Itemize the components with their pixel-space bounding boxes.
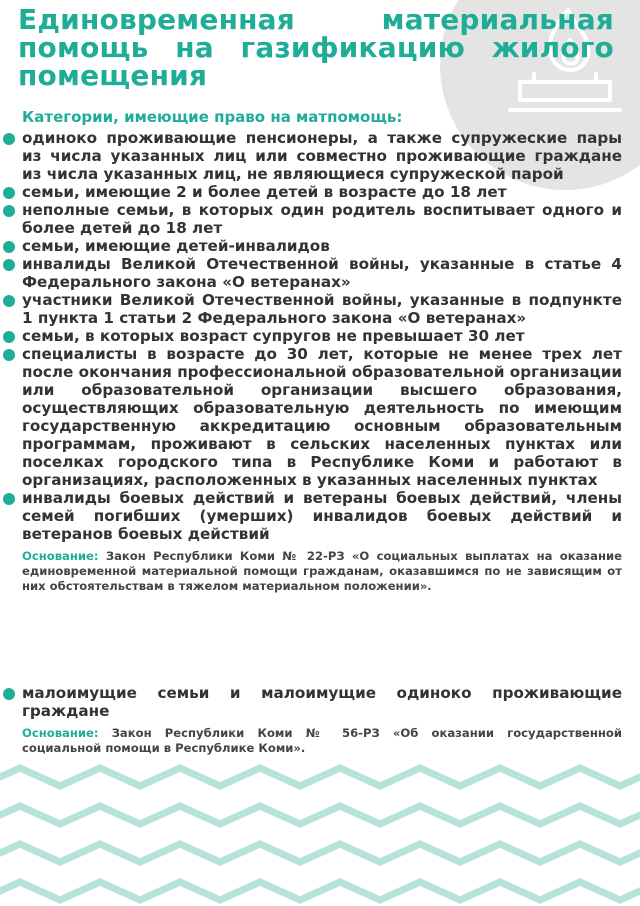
list-item: [22, 345, 622, 489]
category-text: инвалиды боевых действий и ветераны боевых действий, члены семей погибших (умерших) инвалидов боевых действий и ветеранов боевых действий: [22, 489, 622, 543]
category-text: специалисты в возрасте до 30 лет, которые не менее трех лет после окончания профессиональной образовательной организации или образовательной организации высшего образования, осуществляющих образовательную деятельность по имеющим государственную аккредитацию основным образовательным программам, проживают в сельских населенных пунктах или поселках городского типа в Республике Коми и работают в организациях, расположенных в указанных населенных пунктах: [22, 345, 622, 489]
bullet-icon: [3, 493, 15, 505]
category-text: участники Великой Отечественной войны, указанные в подпункте 1 пункта 1 статьи 2 Федерального закона «О ветеранах»: [22, 291, 622, 327]
category-text: семьи, в которых возраст супругов не превышает 30 лет: [22, 327, 525, 345]
zigzag-decoration: [0, 750, 640, 906]
category-text: одиноко проживающие пенсионеры, а также супружеские пары из числа указанных лиц или совместно проживающие граждане из числа указанных лиц, не являющиеся супружеской парой: [22, 129, 622, 183]
zigzag-line: [0, 882, 640, 900]
zigzag-line: [0, 806, 640, 824]
bullet-icon: [3, 259, 15, 271]
categories-heading: Категории, имеющие право на матпомощь:: [22, 108, 403, 126]
basis-text: Закон Республики Коми № 56-РЗ «Об оказании государственной социальной помощи в Республике Коми».: [22, 726, 622, 755]
list-item: [22, 327, 622, 345]
page-title: Единовременная материальная помощь на газификацию жилого помещения: [18, 3, 614, 92]
list-item: [22, 237, 622, 255]
category-text: инвалиды Великой Отечественной войны, указанные в статье 4 Федерального закона «О ветеранах»: [22, 255, 622, 291]
list-item: [22, 489, 622, 543]
basis-label: Основание:: [22, 549, 99, 563]
second-category-block: [0, 684, 640, 756]
list-item: [22, 129, 622, 183]
bullet-icon: [3, 133, 15, 145]
bullet-icon: [3, 241, 15, 253]
list-item: [22, 255, 622, 291]
list-item: [22, 201, 622, 237]
list-item: [22, 291, 622, 327]
categories-list: [0, 129, 640, 594]
category-text: неполные семьи, в которых один родитель воспитывает одного и более детей до 18 лет: [22, 201, 622, 237]
list-item: [22, 684, 622, 720]
bullet-icon: [3, 187, 15, 199]
zigzag-line: [0, 844, 640, 862]
legal-basis-1: [22, 549, 622, 594]
list-item: [22, 183, 622, 201]
category-text: семьи, имеющие 2 и более детей в возрасте до 18 лет: [22, 183, 507, 201]
bullet-icon: [3, 688, 15, 700]
bullet-icon: [3, 331, 15, 343]
basis-label: Основание:: [22, 726, 99, 740]
basis-text: Закон Республики Коми № 22-РЗ «О социальных выплатах на оказание единовременной материальной помощи гражданам, оказавшимся по не зависящим от них обстоятельствам в тяжелом материальном положении».: [22, 549, 622, 593]
bullet-icon: [3, 205, 15, 217]
bullet-icon: [3, 349, 15, 361]
bullet-icon: [3, 295, 15, 307]
category-text: семьи, имеющие детей-инвалидов: [22, 237, 330, 255]
category-text: малоимущие семьи и малоимущие одиноко проживающие граждане: [22, 684, 622, 720]
zigzag-line: [0, 768, 640, 786]
